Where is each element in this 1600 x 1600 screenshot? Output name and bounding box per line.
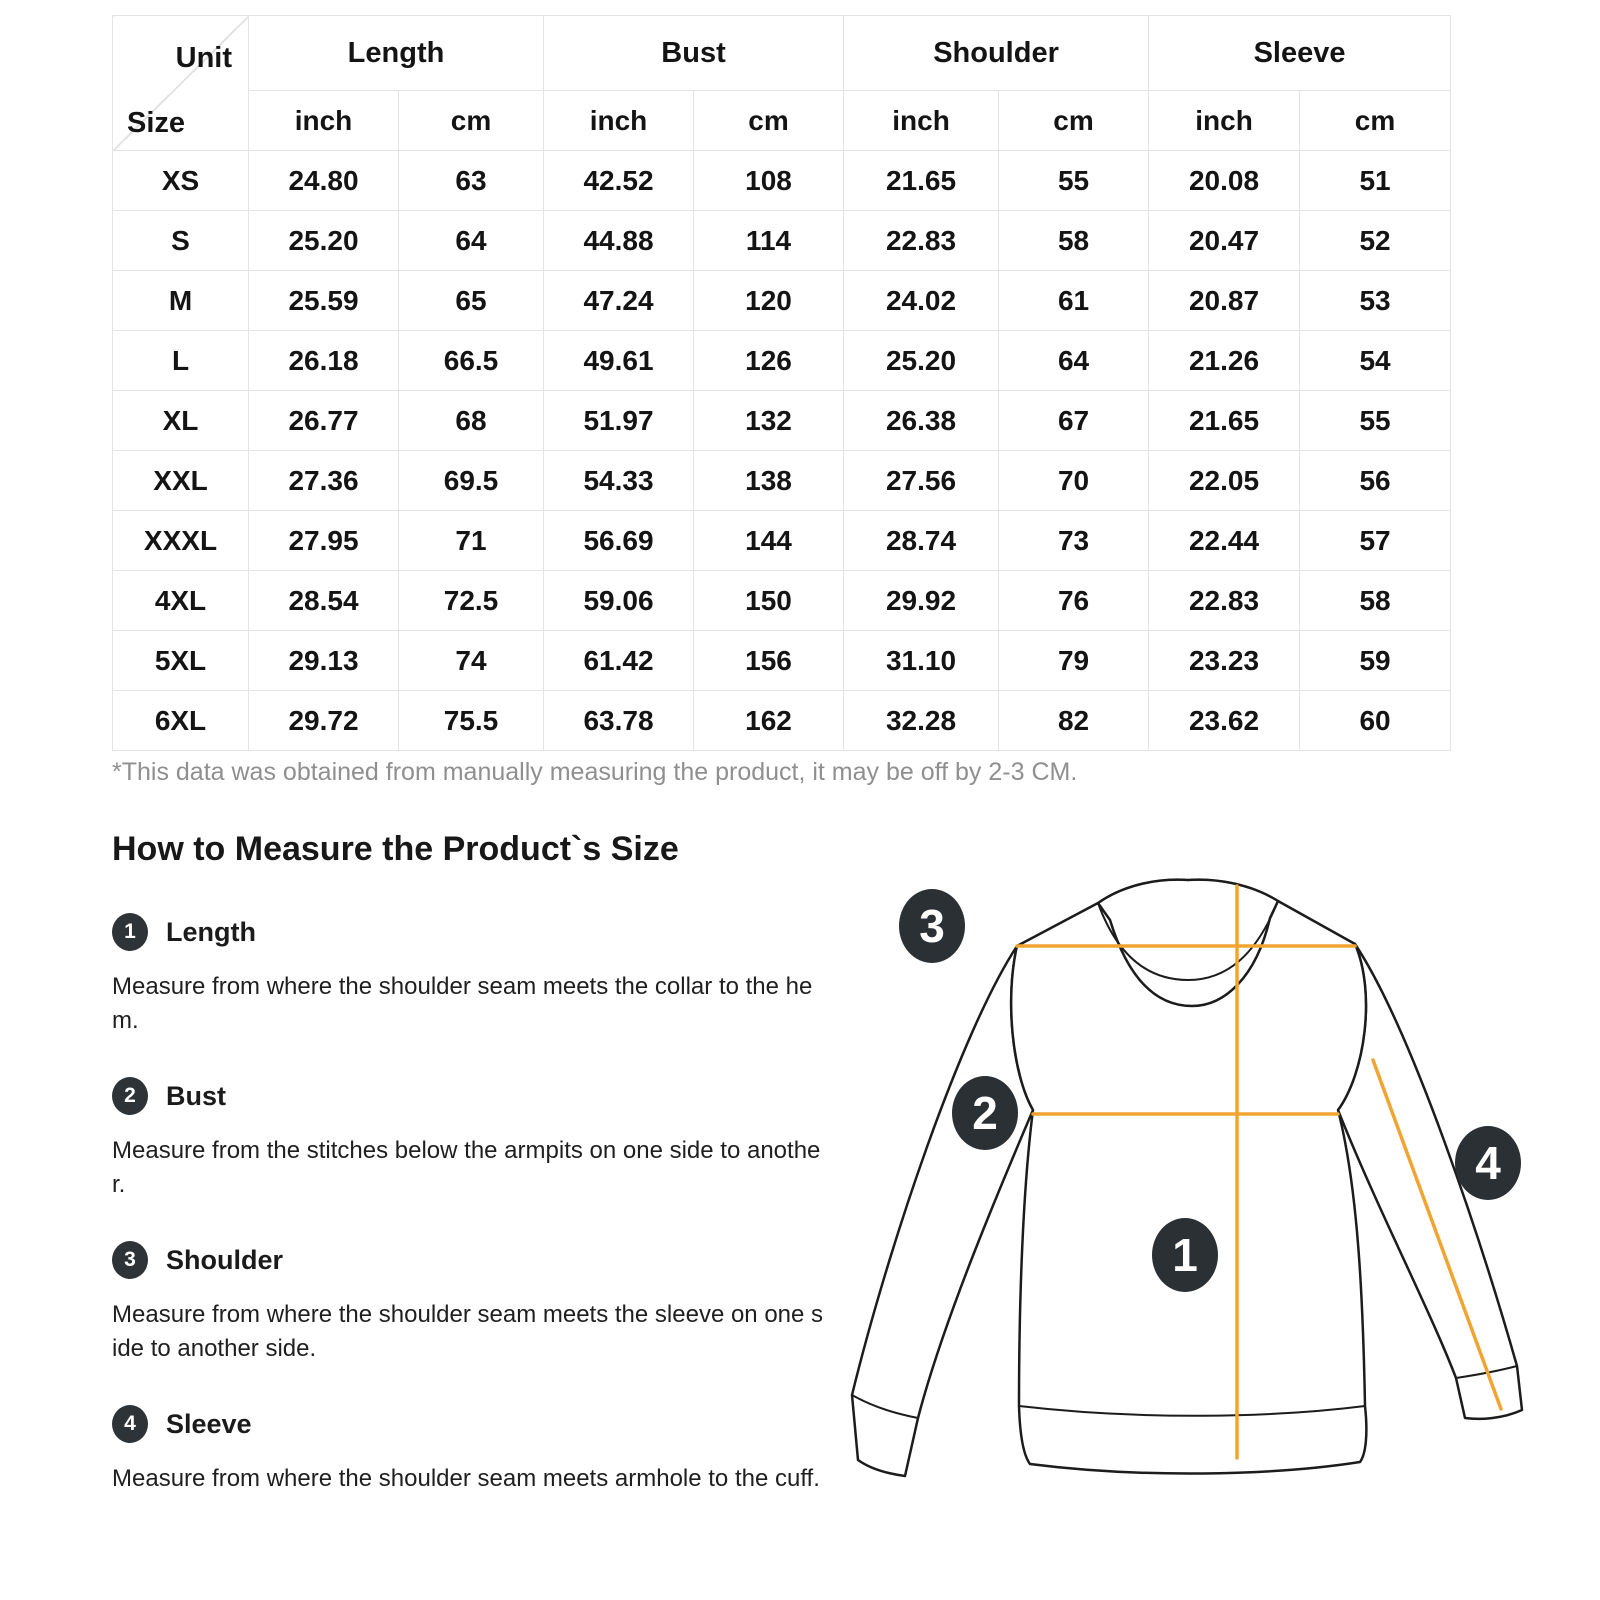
value-cell: 64 — [999, 331, 1149, 391]
value-cell: 70 — [999, 451, 1149, 511]
value-cell: 67 — [999, 391, 1149, 451]
value-cell: 27.36 — [249, 451, 399, 511]
step-3-label: Shoulder — [166, 1244, 284, 1275]
value-cell: 150 — [694, 571, 844, 631]
value-cell: 54.33 — [544, 451, 694, 511]
value-cell: 114 — [694, 211, 844, 271]
col-header-shoulder: Shoulder — [844, 16, 1149, 91]
table-row — [113, 391, 1451, 451]
unit-header: cm — [399, 91, 544, 151]
value-cell: 120 — [694, 271, 844, 331]
value-cell: 25.20 — [844, 331, 999, 391]
value-cell: 20.47 — [1149, 211, 1300, 271]
value-cell: 26.38 — [844, 391, 999, 451]
value-cell: 65 — [399, 271, 544, 331]
value-cell: 29.72 — [249, 691, 399, 751]
diagram-badge-3 — [899, 889, 965, 963]
value-cell: 25.20 — [249, 211, 399, 271]
value-cell: 63.78 — [544, 691, 694, 751]
value-cell: 49.61 — [544, 331, 694, 391]
badge-3-number: 3 — [919, 900, 945, 952]
list-item — [112, 1078, 824, 1202]
measurement-disclaimer: *This data was obtained from manually measuring the product, it may be off by 2-3 CM. — [112, 758, 1078, 786]
value-cell: 58 — [1300, 571, 1451, 631]
value-cell: 144 — [694, 511, 844, 571]
badge-4-number: 4 — [1475, 1137, 1501, 1189]
corner-size-label: Size — [127, 107, 186, 139]
unit-header: cm — [694, 91, 844, 151]
unit-header: cm — [1300, 91, 1451, 151]
step-2-label: Bust — [166, 1080, 226, 1111]
size-cell: S — [113, 211, 249, 271]
step-2-description: Measure from the stitches below the armpits on one side to another. — [112, 1137, 821, 1198]
size-cell: XL — [113, 391, 249, 451]
sweater-measurement-diagram — [820, 858, 1600, 1558]
size-cell: 6XL — [113, 691, 249, 751]
diagram-badge-4 — [1455, 1126, 1521, 1200]
unit-header: cm — [999, 91, 1149, 151]
value-cell: 22.05 — [1149, 451, 1300, 511]
value-cell: 31.10 — [844, 631, 999, 691]
badge-1-number: 1 — [1172, 1229, 1198, 1281]
size-cell: XXXL — [113, 511, 249, 571]
col-header-sleeve: Sleeve — [1149, 16, 1451, 91]
value-cell: 54 — [1300, 331, 1451, 391]
step-3-badge: 3 — [112, 1241, 148, 1279]
value-cell: 32.28 — [844, 691, 999, 751]
value-cell: 64 — [399, 211, 544, 271]
value-cell: 24.02 — [844, 271, 999, 331]
step-2-badge: 2 — [112, 1077, 148, 1115]
table-row — [113, 571, 1451, 631]
list-item — [112, 1242, 824, 1366]
value-cell: 132 — [694, 391, 844, 451]
step-1-badge: 1 — [112, 913, 148, 951]
value-cell: 73 — [999, 511, 1149, 571]
value-cell: 29.92 — [844, 571, 999, 631]
step-4-badge: 4 — [112, 1405, 148, 1443]
size-cell: M — [113, 271, 249, 331]
value-cell: 20.08 — [1149, 151, 1300, 211]
table-row — [113, 511, 1451, 571]
value-cell: 59.06 — [544, 571, 694, 631]
value-cell: 138 — [694, 451, 844, 511]
step-4-label: Sleeve — [166, 1408, 252, 1439]
value-cell: 51 — [1300, 151, 1451, 211]
value-cell: 72.5 — [399, 571, 544, 631]
value-cell: 56 — [1300, 451, 1451, 511]
value-cell: 59 — [1300, 631, 1451, 691]
col-header-length: Length — [249, 16, 544, 91]
step-4-description: Measure from where the shoulder seam meets armhole to the cuff. — [112, 1465, 820, 1492]
value-cell: 23.62 — [1149, 691, 1300, 751]
size-cell: 5XL — [113, 631, 249, 691]
value-cell: 44.88 — [544, 211, 694, 271]
value-cell: 21.26 — [1149, 331, 1300, 391]
corner-unit-label: Unit — [175, 42, 232, 74]
value-cell: 21.65 — [844, 151, 999, 211]
diagram-badge-1 — [1152, 1218, 1218, 1292]
value-cell: 22.83 — [844, 211, 999, 271]
value-cell: 79 — [999, 631, 1149, 691]
value-cell: 82 — [999, 691, 1149, 751]
value-cell: 29.13 — [249, 631, 399, 691]
value-cell: 126 — [694, 331, 844, 391]
list-item — [112, 914, 824, 1038]
value-cell: 162 — [694, 691, 844, 751]
value-cell: 57 — [1300, 511, 1451, 571]
value-cell: 55 — [1300, 391, 1451, 451]
unit-header: inch — [544, 91, 694, 151]
value-cell: 24.80 — [249, 151, 399, 211]
value-cell: 108 — [694, 151, 844, 211]
value-cell: 56.69 — [544, 511, 694, 571]
unit-header: inch — [249, 91, 399, 151]
step-1-label: Length — [166, 916, 256, 947]
value-cell: 76 — [999, 571, 1149, 631]
table-row — [113, 151, 1451, 211]
value-cell: 51.97 — [544, 391, 694, 451]
size-chart-table — [112, 15, 1451, 751]
value-cell: 53 — [1300, 271, 1451, 331]
size-cell: L — [113, 331, 249, 391]
step-1-description: Measure from where the shoulder seam meets the collar to the hem. — [112, 973, 813, 1034]
left-sleeve — [852, 946, 1033, 1476]
value-cell: 52 — [1300, 211, 1451, 271]
table-row — [113, 691, 1451, 751]
guide-heading: How to Measure the Product`s Size — [112, 830, 679, 868]
step-3-description: Measure from where the shoulder seam meets the sleeve on one side to another side. — [112, 1301, 824, 1362]
value-cell: 47.24 — [544, 271, 694, 331]
unit-header: inch — [1149, 91, 1300, 151]
value-cell: 61.42 — [544, 631, 694, 691]
value-cell: 20.87 — [1149, 271, 1300, 331]
value-cell: 61 — [999, 271, 1149, 331]
size-cell: XS — [113, 151, 249, 211]
measure-guide-list — [112, 902, 824, 1536]
col-header-bust: Bust — [544, 16, 844, 91]
corner-unit-size-cell — [113, 16, 249, 151]
value-cell: 156 — [694, 631, 844, 691]
table-row — [113, 211, 1451, 271]
size-cell: XXL — [113, 451, 249, 511]
value-cell: 55 — [999, 151, 1149, 211]
size-cell: 4XL — [113, 571, 249, 631]
value-cell: 26.77 — [249, 391, 399, 451]
value-cell: 75.5 — [399, 691, 544, 751]
value-cell: 22.44 — [1149, 511, 1300, 571]
value-cell: 25.59 — [249, 271, 399, 331]
unit-header: inch — [844, 91, 999, 151]
value-cell: 27.95 — [249, 511, 399, 571]
value-cell: 66.5 — [399, 331, 544, 391]
value-cell: 28.54 — [249, 571, 399, 631]
value-cell: 60 — [1300, 691, 1451, 751]
value-cell: 74 — [399, 631, 544, 691]
value-cell: 27.56 — [844, 451, 999, 511]
diagram-badge-2 — [952, 1076, 1018, 1150]
value-cell: 63 — [399, 151, 544, 211]
table-row — [113, 451, 1451, 511]
list-item — [112, 1406, 824, 1496]
value-cell: 68 — [399, 391, 544, 451]
value-cell: 69.5 — [399, 451, 544, 511]
table-row — [113, 631, 1451, 691]
value-cell: 23.23 — [1149, 631, 1300, 691]
table-row — [113, 331, 1451, 391]
table-row — [113, 271, 1451, 331]
value-cell: 21.65 — [1149, 391, 1300, 451]
value-cell: 22.83 — [1149, 571, 1300, 631]
value-cell: 26.18 — [249, 331, 399, 391]
value-cell: 28.74 — [844, 511, 999, 571]
badge-2-number: 2 — [972, 1087, 998, 1139]
value-cell: 71 — [399, 511, 544, 571]
value-cell: 58 — [999, 211, 1149, 271]
value-cell: 42.52 — [544, 151, 694, 211]
